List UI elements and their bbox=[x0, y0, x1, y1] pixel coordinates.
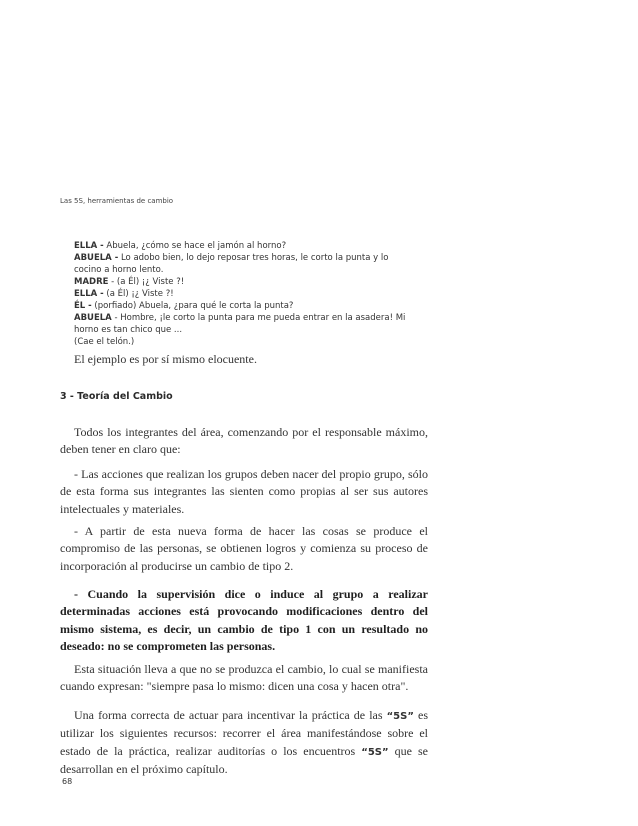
running-header: Las 5S, herramientas de cambio bbox=[60, 197, 174, 205]
dialogue-line: (Cae el telón.) bbox=[74, 337, 135, 347]
body-paragraph-1: Todos los integrantes del área, comenzando por el responsable máximo, deben tener en claro que: bbox=[60, 425, 428, 457]
page-number: 68 bbox=[62, 777, 73, 786]
dialogue-line: ELLA - (a Él) ¡¿ Viste ?! bbox=[74, 289, 174, 299]
dialogue-line: ABUELA - Hombre, ¡le corto la punta para me pueda entrar en la asadera! Mi bbox=[74, 313, 406, 323]
body-paragraph-6: Una forma correcta de actuar para incentivar la práctica de las “5S” es utilizar los siguientes recursos: recorrer el área manifestándose sobre el estado de la práctica, realizar auditorías o los encuentros “5S” que se desarrollan en el próximo capítulo. bbox=[60, 708, 428, 776]
dialogue-line: ABUELA - Lo adobo bien, lo dejo reposar tres horas, le corto la punta y lo bbox=[74, 253, 389, 263]
highlight-5s: “5S” bbox=[361, 746, 389, 758]
body-paragraph-3: - A partir de esta nueva forma de hacer las cosas se produce el compromiso de las personas, se obtienen logros y comienza su proceso de incorporación al producirse un cambio de tipo 2. bbox=[60, 524, 428, 573]
dialogue-line: ELLA - Abuela, ¿cómo se hace el jamón al horno? bbox=[74, 241, 287, 251]
dialogue-line: MADRE - (a Él) ¡¿ Viste ?! bbox=[74, 277, 185, 287]
body-paragraph-2: - Las acciones que realizan los grupos deben nacer del propio grupo, sólo de esta forma sus integrantes las sienten como propias al ser sus autores intelectuales y materiales. bbox=[60, 467, 428, 516]
body-paragraph-5: Esta situación lleva a que no se produzca el cambio, lo cual se manifiesta cuando expresan: "siempre pasa lo mismo: dicen una cosa y hacen otra". bbox=[60, 662, 428, 694]
dialogue-line: ÉL - (porfiado) Abuela, ¿para qué le corta la punta? bbox=[74, 301, 294, 311]
body-paragraph-4-bold: - Cuando la supervisión dice o induce al grupo a realizar determinadas acciones está provocando modificaciones dentro del mismo sistema, es decir, un cambio de tipo 1 con un resultado no deseado: no se comprometen las personas. bbox=[60, 587, 428, 653]
dialogue-line: cocino a horno lento. bbox=[74, 265, 164, 275]
section-title: 3 - Teoría del Cambio bbox=[60, 391, 173, 402]
highlight-5s: “5S” bbox=[386, 711, 414, 722]
intro-sentence: El ejemplo es por sí mismo elocuente. bbox=[74, 352, 257, 366]
dialogue-block bbox=[74, 240, 434, 348]
dialogue-line: horno es tan chico que ... bbox=[74, 325, 183, 335]
